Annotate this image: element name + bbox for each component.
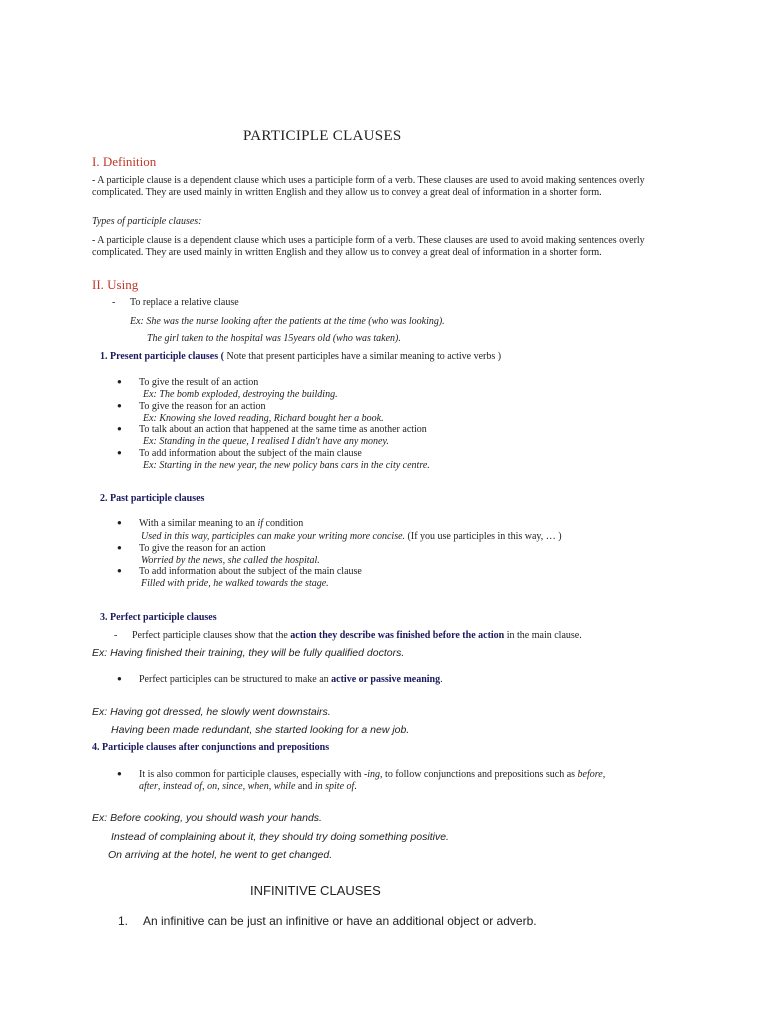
bullet-icon: ●	[117, 448, 122, 457]
conj-and: and	[295, 781, 315, 792]
page-title: PARTICIPLE CLAUSES	[243, 128, 402, 144]
perfect-line-bold: action they describe was finished before the action	[290, 630, 505, 641]
past-example-b: (If you use participles in this way, … )	[405, 531, 562, 542]
types-label: Types of participle clauses:	[92, 216, 202, 227]
conj-while: while	[273, 781, 296, 792]
perfect-example-3: Having been made redundant, she started looking for a new job.	[111, 724, 410, 736]
conj-in-spite-of: in spite of	[314, 781, 355, 792]
past-item-example: Worried by the news, she called the hospital.	[141, 555, 320, 566]
bullet-icon: ●	[117, 401, 122, 410]
present-title: 1. Present participle clauses (	[100, 351, 224, 362]
conj-sep: ,	[157, 781, 163, 792]
conj-after: after	[139, 781, 158, 792]
conj-instead-of: instead of	[162, 781, 203, 792]
conj-on: on	[207, 781, 218, 792]
present-participle-heading	[100, 351, 501, 362]
past-example-a: Used in this way, participles can make your writing more concise.	[141, 531, 406, 542]
bullet-icon: ●	[117, 674, 122, 683]
perfect-line-a: Perfect participle clauses show that the	[132, 630, 291, 641]
conjunctions-line-2	[139, 781, 357, 792]
past-item-example: Filled with pride, he walked towards the stage.	[141, 578, 329, 589]
conj-when: when	[247, 781, 269, 792]
infinitive-item-number: 1.	[118, 914, 129, 928]
infinitive-item-text: An infinitive can be just an infinitive or have an additional object or adverb.	[143, 914, 537, 928]
conjunctions-example-3: On arriving at the hotel, he went to get changed.	[108, 849, 333, 861]
infinitive-clauses-title: INFINITIVE CLAUSES	[250, 883, 381, 898]
past-item-example	[141, 531, 562, 542]
bullet-icon: ●	[117, 518, 122, 527]
past-participle-heading: 2. Past participle clauses	[100, 493, 205, 504]
past-item-text: To add information about the subject of the main clause	[139, 566, 362, 577]
types-paragraph: - A participle clause is a dependent clause which uses a participle form of a verb. These clauses are used to avoid making sentences overly complicated. They are used mainly in written English and they allow us to convey a great deal of information in a shorter form.	[92, 235, 645, 258]
perfect-bullet-bold: active or passive meaning	[331, 674, 441, 685]
perfect-description	[132, 630, 582, 641]
present-item-text: To give the reason for an action	[139, 401, 266, 412]
using-example-2: The girl taken to the hospital was 15years old (who was taken).	[147, 333, 401, 344]
past-item-text	[139, 518, 303, 529]
section-using-heading: II. Using	[92, 277, 139, 292]
conj-l1-ing: -ing	[363, 769, 381, 780]
present-item-example: Ex: The bomb exploded, destroying the building.	[143, 389, 338, 400]
bullet-icon: ●	[117, 769, 122, 778]
using-item: To replace a relative clause	[130, 297, 239, 308]
conj-l1-a: It is also common for participle clauses, especially with	[139, 769, 364, 780]
present-item-example: Ex: Knowing she loved reading, Richard bought her a book.	[143, 413, 384, 424]
bullet-icon: ●	[117, 543, 122, 552]
conj-l1-c: , to follow conjunctions and prepositions such as	[380, 769, 578, 780]
present-item-example: Ex: Starting in the new year, the new policy bans cars in the city centre.	[143, 460, 430, 471]
bullet-icon: ●	[117, 566, 122, 575]
bullet-icon: ●	[117, 377, 122, 386]
conj-since: since	[222, 781, 243, 792]
dash-marker: -	[112, 297, 116, 308]
conj-period: .	[354, 781, 357, 792]
perfect-example-2: Ex: Having got dressed, he slowly went downstairs.	[92, 706, 331, 718]
perfect-bullet-text	[139, 674, 443, 685]
conjunctions-line-1	[139, 769, 605, 780]
using-example-1: Ex: She was the nurse looking after the patients at the time (who was looking).	[130, 316, 445, 327]
present-item-example: Ex: Standing in the queue, I realised I didn't have any money.	[143, 436, 389, 447]
present-item-text: To talk about an action that happened at the same time as another action	[139, 424, 427, 435]
conjunctions-heading: 4. Participle clauses after conjunctions and prepositions	[92, 742, 330, 753]
perfect-participle-heading: 3. Perfect participle clauses	[100, 612, 217, 623]
present-item-text: To add information about the subject of the main clause	[139, 448, 362, 459]
conj-sep: ,	[242, 781, 248, 792]
past-item-text-if: if	[257, 518, 264, 529]
perfect-bullet-c: .	[440, 674, 443, 685]
past-item-text-a: With a similar meaning to an	[139, 518, 258, 529]
present-item-text: To give the result of an action	[139, 377, 259, 388]
conj-l1-before: before,	[577, 769, 606, 780]
bullet-icon: ●	[117, 424, 122, 433]
section-definition-heading: I. Definition	[92, 154, 157, 169]
conj-sep: ,	[268, 781, 274, 792]
perfect-bullet-a: Perfect participles can be structured to make an	[139, 674, 332, 685]
conj-sep: ,	[202, 781, 208, 792]
conjunctions-example-1: Ex: Before cooking, you should wash your hands.	[92, 812, 322, 824]
dash-marker: -	[114, 630, 118, 641]
present-note: Note that present participles have a similar meaning to active verbs )	[223, 351, 502, 362]
conj-sep: ,	[217, 781, 223, 792]
perfect-line-c: in the main clause.	[504, 630, 582, 641]
past-item-text-c: condition	[263, 518, 304, 529]
definition-paragraph: - A participle clause is a dependent clause which uses a participle form of a verb. These clauses are used to avoid making sentences overly complicated. They are used mainly in written English and they allow us to convey a great deal of information in a shorter form.	[92, 175, 645, 198]
past-item-text: To give the reason for an action	[139, 543, 266, 554]
conjunctions-example-2: Instead of complaining about it, they should try doing something positive.	[111, 831, 449, 843]
perfect-example-1: Ex: Having finished their training, they will be fully qualified doctors.	[92, 647, 405, 659]
